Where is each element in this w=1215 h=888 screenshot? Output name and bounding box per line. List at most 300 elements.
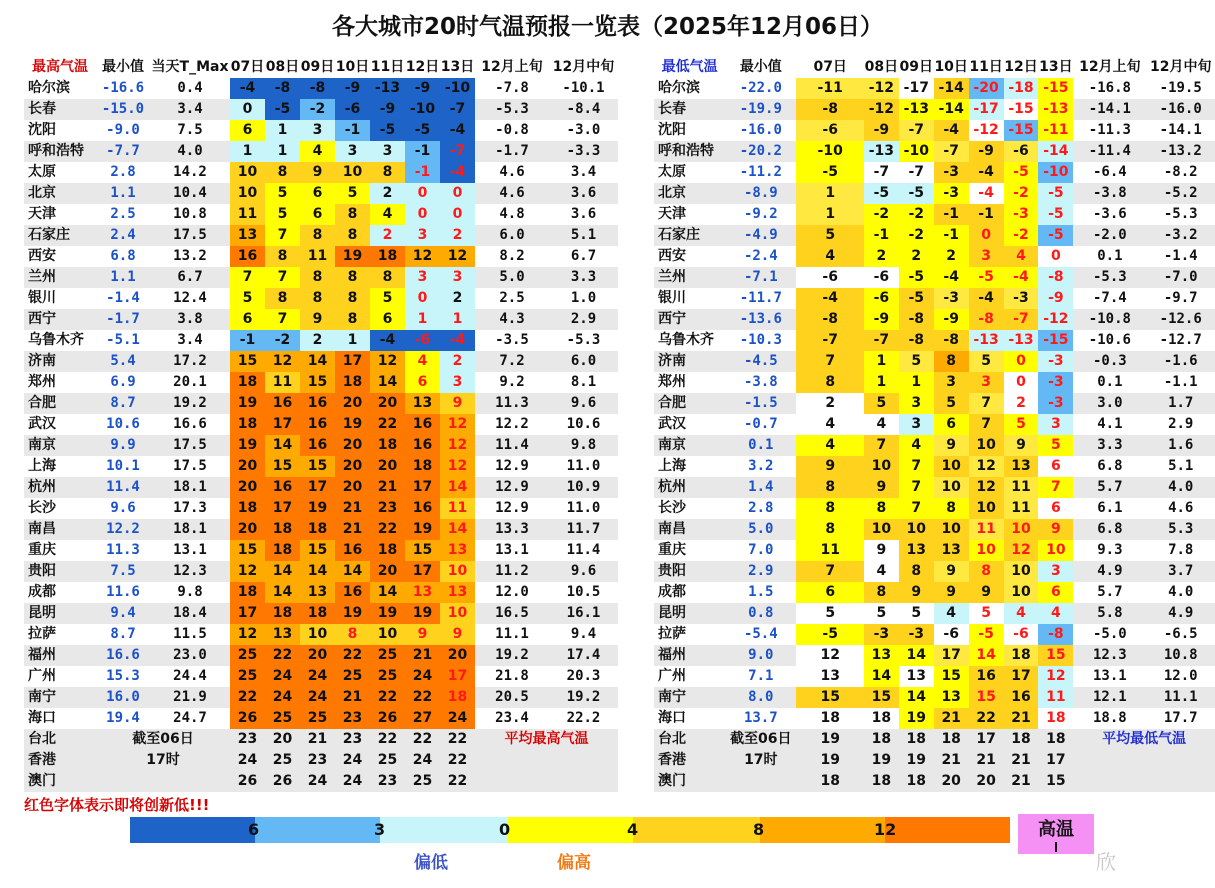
table-row bbox=[24, 645, 618, 666]
forecast-cell: 19 bbox=[230, 435, 265, 456]
forecast-cell: -11 bbox=[1038, 120, 1073, 141]
forecast-cell: -7 bbox=[864, 162, 899, 183]
forecast-cell: 12 bbox=[405, 246, 440, 267]
record-min: -8.9 bbox=[725, 183, 796, 204]
forecast-cell: 8 bbox=[370, 267, 405, 288]
city-name: 贵阳 bbox=[24, 561, 96, 582]
forecast-cell: 7 bbox=[796, 351, 864, 372]
forecast-cell: 0 bbox=[230, 99, 265, 120]
forecast-cell: 4 bbox=[796, 414, 864, 435]
today-max: 13.1 bbox=[150, 540, 230, 561]
forecast-cell: -5 bbox=[1038, 204, 1073, 225]
forecast-cell: 11 bbox=[300, 246, 335, 267]
legend-tick: 6 bbox=[248, 820, 260, 839]
obs-value: 26 bbox=[230, 771, 265, 792]
forecast-cell: 6 bbox=[300, 183, 335, 204]
today-max: 18.1 bbox=[150, 477, 230, 498]
forecast-cell: -5 bbox=[796, 162, 864, 183]
forecast-cell: 6 bbox=[230, 309, 265, 330]
color-scale-legend bbox=[130, 817, 1010, 843]
forecast-cell: 12 bbox=[440, 456, 475, 477]
forecast-cell: -17 bbox=[899, 78, 934, 99]
forecast-cell: 12 bbox=[265, 351, 300, 372]
forecast-cell: 8 bbox=[796, 477, 864, 498]
forecast-cell: 4 bbox=[1004, 603, 1039, 624]
forecast-cell: 8 bbox=[969, 561, 1004, 582]
early-month-avg: 16.5 bbox=[475, 603, 549, 624]
forecast-cell: 12 bbox=[969, 477, 1004, 498]
mid-month-avg: -3.3 bbox=[549, 141, 618, 162]
forecast-cell: 14 bbox=[969, 645, 1004, 666]
early-month-avg: -7.4 bbox=[1073, 288, 1146, 309]
obs-value: 19 bbox=[899, 750, 934, 771]
today-max: 14.2 bbox=[150, 162, 230, 183]
forecast-cell: -15 bbox=[1004, 120, 1039, 141]
forecast-cell: -8 bbox=[934, 330, 969, 351]
early-month-avg: -16.8 bbox=[1073, 78, 1146, 99]
forecast-cell: 14 bbox=[300, 561, 335, 582]
forecast-cell: 18 bbox=[265, 603, 300, 624]
column-header: 12月上旬 bbox=[481, 59, 543, 75]
forecast-cell: 7 bbox=[969, 393, 1004, 414]
forecast-cell: 14 bbox=[899, 687, 934, 708]
forecast-cell: 19 bbox=[370, 603, 405, 624]
today-max: 3.8 bbox=[150, 309, 230, 330]
early-month-avg: 8.2 bbox=[475, 246, 549, 267]
early-month-avg: 6.0 bbox=[475, 225, 549, 246]
forecast-cell: 10 bbox=[969, 498, 1004, 519]
forecast-cell: 3 bbox=[300, 120, 335, 141]
forecast-cell: 2 bbox=[370, 225, 405, 246]
record-min: -10.3 bbox=[725, 330, 796, 351]
forecast-cell: 18 bbox=[230, 372, 265, 393]
page-title: 各大城市20时气温预报一览表（2025年12月06日） bbox=[331, 14, 884, 40]
city-name: 郑州 bbox=[654, 372, 725, 393]
obs-value: 22 bbox=[440, 771, 475, 792]
forecast-cell: 12 bbox=[230, 624, 265, 645]
forecast-cell: 22 bbox=[370, 687, 405, 708]
obs-value: 21 bbox=[934, 750, 969, 771]
forecast-cell: -14 bbox=[1038, 141, 1073, 162]
forecast-cell: 1 bbox=[265, 120, 300, 141]
forecast-cell: 1 bbox=[405, 309, 440, 330]
obs-value: 23 bbox=[370, 771, 405, 792]
forecast-cell: 14 bbox=[864, 666, 899, 687]
forecast-cell: 11 bbox=[969, 519, 1004, 540]
record-min: 19.4 bbox=[96, 708, 150, 729]
early-month-avg: -0.3 bbox=[1073, 351, 1146, 372]
forecast-cell: 11 bbox=[796, 540, 864, 561]
mid-month-avg: 7.8 bbox=[1146, 540, 1215, 561]
forecast-cell: 3 bbox=[969, 246, 1004, 267]
forecast-cell: 11 bbox=[440, 498, 475, 519]
mid-month-avg: -1.6 bbox=[1146, 351, 1215, 372]
forecast-cell: 10 bbox=[934, 519, 969, 540]
avg-label bbox=[1073, 750, 1215, 771]
forecast-cell: -1 bbox=[230, 330, 265, 351]
today-max: 4.0 bbox=[150, 141, 230, 162]
forecast-cell: 16 bbox=[265, 393, 300, 414]
forecast-cell: 8 bbox=[265, 246, 300, 267]
legend-gold bbox=[633, 817, 760, 843]
mid-month-avg: 17.7 bbox=[1146, 708, 1215, 729]
forecast-cell: 20 bbox=[335, 477, 370, 498]
city-name: 石家庄 bbox=[24, 225, 96, 246]
today-max: 6.7 bbox=[150, 267, 230, 288]
early-month-avg: 4.8 bbox=[475, 204, 549, 225]
mid-month-avg: -8.2 bbox=[1146, 162, 1215, 183]
forecast-cell: 2 bbox=[1004, 393, 1039, 414]
forecast-cell: -8 bbox=[1038, 267, 1073, 288]
forecast-cell: 18 bbox=[864, 708, 899, 729]
avg-label bbox=[475, 750, 618, 771]
record-min: -11.7 bbox=[725, 288, 796, 309]
obs-value: 21 bbox=[1004, 750, 1039, 771]
obs-value: 19 bbox=[796, 750, 864, 771]
forecast-cell: 17 bbox=[934, 645, 969, 666]
forecast-cell: 3 bbox=[370, 141, 405, 162]
forecast-cell: 19 bbox=[335, 603, 370, 624]
forecast-cell: 10 bbox=[440, 603, 475, 624]
early-month-avg: 6.8 bbox=[1073, 519, 1146, 540]
forecast-cell: 25 bbox=[300, 708, 335, 729]
forecast-cell: 20 bbox=[300, 645, 335, 666]
forecast-cell: 8 bbox=[934, 498, 969, 519]
city-name: 北京 bbox=[24, 183, 96, 204]
table-row bbox=[654, 561, 1215, 582]
forecast-cell: -18 bbox=[1004, 78, 1039, 99]
forecast-cell: 8 bbox=[934, 351, 969, 372]
today-max: 18.4 bbox=[150, 603, 230, 624]
obs-value: 17 bbox=[969, 729, 1004, 750]
forecast-cell: 12 bbox=[370, 351, 405, 372]
forecast-cell: -8 bbox=[899, 330, 934, 351]
table-row bbox=[654, 99, 1215, 120]
forecast-cell: -2 bbox=[899, 225, 934, 246]
table-row bbox=[24, 771, 618, 792]
forecast-cell: -13 bbox=[370, 78, 405, 99]
city-name: 台北 bbox=[24, 729, 96, 750]
forecast-cell: 7 bbox=[899, 456, 934, 477]
mid-month-avg: -10.1 bbox=[549, 78, 618, 99]
obs-value: 21 bbox=[1004, 771, 1039, 792]
max-title-label: 最高气温 bbox=[32, 59, 88, 75]
forecast-cell: -6 bbox=[335, 99, 370, 120]
today-max: 19.2 bbox=[150, 393, 230, 414]
city-name: 昆明 bbox=[654, 603, 725, 624]
forecast-cell: 10 bbox=[864, 456, 899, 477]
obs-value: 20 bbox=[969, 771, 1004, 792]
forecast-cell: 7 bbox=[265, 225, 300, 246]
mid-month-avg: 20.3 bbox=[549, 666, 618, 687]
forecast-cell: 4 bbox=[405, 351, 440, 372]
record-min: 7.1 bbox=[725, 666, 796, 687]
forecast-cell: -9 bbox=[370, 99, 405, 120]
forecast-cell: -5 bbox=[899, 267, 934, 288]
city-name: 太原 bbox=[24, 162, 96, 183]
forecast-cell: -9 bbox=[405, 78, 440, 99]
table-row bbox=[654, 372, 1215, 393]
record-min: -3.8 bbox=[725, 372, 796, 393]
forecast-cell: 24 bbox=[300, 666, 335, 687]
forecast-cell: 5 bbox=[796, 225, 864, 246]
forecast-cell: 15 bbox=[300, 540, 335, 561]
record-min: 11.3 bbox=[96, 540, 150, 561]
early-month-avg: 19.2 bbox=[475, 645, 549, 666]
city-name: 北京 bbox=[654, 183, 725, 204]
mid-month-avg: 5.3 bbox=[1146, 519, 1215, 540]
forecast-cell: 17 bbox=[335, 351, 370, 372]
record-min: 1.5 bbox=[725, 582, 796, 603]
city-name: 福州 bbox=[24, 645, 96, 666]
obs-value: 15 bbox=[1038, 771, 1073, 792]
forecast-cell: -2 bbox=[1004, 183, 1039, 204]
table-row bbox=[24, 225, 618, 246]
table-row bbox=[654, 78, 1215, 99]
forecast-cell: 20 bbox=[230, 519, 265, 540]
city-name: 武汉 bbox=[654, 414, 725, 435]
avg-label bbox=[1073, 771, 1215, 792]
forecast-cell: 20 bbox=[335, 393, 370, 414]
forecast-cell: 16 bbox=[265, 477, 300, 498]
record-min: -9.2 bbox=[725, 204, 796, 225]
forecast-cell: 13 bbox=[440, 540, 475, 561]
obs-value: 24 bbox=[335, 771, 370, 792]
forecast-cell: 18 bbox=[405, 456, 440, 477]
forecast-cell: 8 bbox=[335, 225, 370, 246]
mid-month-avg: 4.6 bbox=[1146, 498, 1215, 519]
forecast-cell: 8 bbox=[265, 162, 300, 183]
forecast-cell: -5 bbox=[864, 183, 899, 204]
forecast-cell: 17 bbox=[405, 561, 440, 582]
forecast-cell: 21 bbox=[335, 498, 370, 519]
mid-month-avg: -3.0 bbox=[549, 120, 618, 141]
city-name: 银川 bbox=[654, 288, 725, 309]
mid-month-avg: -8.4 bbox=[549, 99, 618, 120]
forecast-cell: 0 bbox=[405, 183, 440, 204]
record-min: -19.9 bbox=[725, 99, 796, 120]
table-row bbox=[654, 162, 1215, 183]
forecast-cell: 4 bbox=[864, 561, 899, 582]
mid-month-avg: 3.6 bbox=[549, 183, 618, 204]
forecast-cell: -15 bbox=[1038, 330, 1073, 351]
city-name: 上海 bbox=[24, 456, 96, 477]
forecast-cell: 8 bbox=[796, 372, 864, 393]
mid-month-avg: 9.8 bbox=[549, 435, 618, 456]
forecast-cell: -8 bbox=[969, 309, 1004, 330]
forecast-cell: 25 bbox=[335, 666, 370, 687]
forecast-cell: 23 bbox=[370, 498, 405, 519]
forecast-cell: 16 bbox=[335, 582, 370, 603]
table-row bbox=[24, 393, 618, 414]
forecast-cell: 10 bbox=[1038, 540, 1073, 561]
forecast-cell: -1 bbox=[969, 204, 1004, 225]
obs-value: 25 bbox=[265, 750, 300, 771]
mid-month-avg: 3.3 bbox=[549, 267, 618, 288]
table-row bbox=[24, 456, 618, 477]
max-temp-table bbox=[24, 57, 618, 792]
forecast-cell: -3 bbox=[1004, 288, 1039, 309]
record-min: 9.0 bbox=[725, 645, 796, 666]
early-month-avg: 6.1 bbox=[1073, 498, 1146, 519]
forecast-cell: -4 bbox=[796, 288, 864, 309]
forecast-cell: 3 bbox=[1038, 561, 1073, 582]
forecast-cell: 15 bbox=[265, 456, 300, 477]
table-row bbox=[654, 645, 1215, 666]
early-month-avg: 9.3 bbox=[1073, 540, 1146, 561]
forecast-cell: 10 bbox=[969, 540, 1004, 561]
forecast-cell: 11 bbox=[1038, 687, 1073, 708]
forecast-cell: 13 bbox=[796, 666, 864, 687]
city-name: 长春 bbox=[654, 99, 725, 120]
mid-month-avg: 6.7 bbox=[549, 246, 618, 267]
forecast-cell: 15 bbox=[300, 372, 335, 393]
forecast-cell: 25 bbox=[370, 666, 405, 687]
forecast-cell: 15 bbox=[969, 687, 1004, 708]
forecast-cell: 27 bbox=[405, 708, 440, 729]
record-min: 7.5 bbox=[96, 561, 150, 582]
obs-value: 23 bbox=[335, 729, 370, 750]
table-row bbox=[654, 414, 1215, 435]
forecast-cell: -7 bbox=[864, 330, 899, 351]
forecast-cell: -13 bbox=[1038, 99, 1073, 120]
forecast-cell: -9 bbox=[969, 141, 1004, 162]
forecast-cell: -3 bbox=[934, 288, 969, 309]
forecast-cell: 21 bbox=[405, 645, 440, 666]
city-name: 西安 bbox=[654, 246, 725, 267]
forecast-cell: 0 bbox=[440, 204, 475, 225]
mid-month-avg: 1.7 bbox=[1146, 393, 1215, 414]
forecast-cell: 10 bbox=[1004, 519, 1039, 540]
forecast-cell: 9 bbox=[1004, 435, 1039, 456]
forecast-cell: 1 bbox=[899, 372, 934, 393]
forecast-cell: -8 bbox=[899, 309, 934, 330]
early-month-avg: -14.1 bbox=[1073, 99, 1146, 120]
city-name: 香港 bbox=[654, 750, 725, 771]
forecast-cell: 9 bbox=[864, 477, 899, 498]
mid-month-avg: 22.2 bbox=[549, 708, 618, 729]
forecast-cell: 11 bbox=[1004, 477, 1039, 498]
table-row bbox=[654, 120, 1215, 141]
obs-value: 22 bbox=[370, 729, 405, 750]
forecast-cell: -5 bbox=[405, 120, 440, 141]
forecast-cell: 5 bbox=[796, 603, 864, 624]
city-name: 合肥 bbox=[24, 393, 96, 414]
forecast-cell: 0 bbox=[1004, 351, 1039, 372]
mid-month-avg: -14.1 bbox=[1146, 120, 1215, 141]
early-month-avg: 5.8 bbox=[1073, 603, 1146, 624]
forecast-cell: -13 bbox=[969, 330, 1004, 351]
forecast-cell: 18 bbox=[335, 372, 370, 393]
early-month-avg: 20.5 bbox=[475, 687, 549, 708]
today-max: 24.7 bbox=[150, 708, 230, 729]
forecast-cell: 19 bbox=[405, 519, 440, 540]
table-row bbox=[24, 687, 618, 708]
city-name: 西宁 bbox=[24, 309, 96, 330]
forecast-cell: 16 bbox=[969, 666, 1004, 687]
forecast-cell: 4 bbox=[934, 603, 969, 624]
forecast-cell: 5 bbox=[335, 183, 370, 204]
mid-month-avg: 1.0 bbox=[549, 288, 618, 309]
early-month-avg: -2.0 bbox=[1073, 225, 1146, 246]
forecast-cell: 22 bbox=[370, 519, 405, 540]
city-name: 上海 bbox=[654, 456, 725, 477]
table-row bbox=[24, 78, 618, 99]
record-min: 13.7 bbox=[725, 708, 796, 729]
city-name: 贵阳 bbox=[654, 561, 725, 582]
record-min: 8.7 bbox=[96, 393, 150, 414]
forecast-cell: 13 bbox=[899, 666, 934, 687]
forecast-cell: -6 bbox=[864, 288, 899, 309]
table-row bbox=[24, 99, 618, 120]
legend-deep-blue bbox=[130, 817, 255, 843]
forecast-cell: -13 bbox=[864, 141, 899, 162]
record-min: -16.0 bbox=[725, 120, 796, 141]
forecast-cell: 0 bbox=[405, 288, 440, 309]
city-name: 济南 bbox=[654, 351, 725, 372]
forecast-cell: 12 bbox=[1038, 666, 1073, 687]
forecast-cell: 16 bbox=[230, 246, 265, 267]
today-max: 9.8 bbox=[150, 582, 230, 603]
city-name: 南昌 bbox=[24, 519, 96, 540]
forecast-cell: 25 bbox=[230, 666, 265, 687]
city-name: 武汉 bbox=[24, 414, 96, 435]
table-row bbox=[24, 330, 618, 351]
early-month-avg: -1.7 bbox=[475, 141, 549, 162]
mid-month-avg: -5.3 bbox=[1146, 204, 1215, 225]
forecast-cell: 18 bbox=[230, 498, 265, 519]
forecast-cell: 5 bbox=[265, 204, 300, 225]
forecast-cell: 15 bbox=[230, 351, 265, 372]
table-row bbox=[24, 267, 618, 288]
forecast-cell: -13 bbox=[1004, 330, 1039, 351]
record-min: 2.8 bbox=[725, 498, 796, 519]
column-header: 13日 bbox=[440, 59, 475, 75]
forecast-cell: 3 bbox=[405, 267, 440, 288]
early-month-avg: -3.6 bbox=[1073, 204, 1146, 225]
forecast-cell: 18 bbox=[265, 540, 300, 561]
forecast-cell: 20 bbox=[230, 456, 265, 477]
early-month-avg: -3.5 bbox=[475, 330, 549, 351]
forecast-cell: 7 bbox=[1038, 477, 1073, 498]
table-row bbox=[24, 561, 618, 582]
mid-month-avg: -5.3 bbox=[549, 330, 618, 351]
record-min: 1.4 bbox=[725, 477, 796, 498]
forecast-cell: -3 bbox=[1038, 393, 1073, 414]
table-row bbox=[24, 435, 618, 456]
mid-month-avg: 6.0 bbox=[549, 351, 618, 372]
forecast-cell: 20 bbox=[335, 435, 370, 456]
forecast-cell: 18 bbox=[440, 687, 475, 708]
mid-month-avg: 11.4 bbox=[549, 540, 618, 561]
early-month-avg: 13.3 bbox=[475, 519, 549, 540]
early-month-avg: 3.3 bbox=[1073, 435, 1146, 456]
forecast-cell: 13 bbox=[230, 225, 265, 246]
forecast-cell: 10 bbox=[969, 435, 1004, 456]
forecast-cell: 24 bbox=[265, 666, 300, 687]
legend-dark-orange bbox=[885, 817, 1010, 843]
obs-value: 20 bbox=[934, 771, 969, 792]
table-row bbox=[24, 519, 618, 540]
avg-label: 平均最低气温 bbox=[1073, 729, 1215, 750]
forecast-cell: -10 bbox=[405, 99, 440, 120]
forecast-cell: 18 bbox=[370, 435, 405, 456]
forecast-cell: 9 bbox=[899, 582, 934, 603]
early-month-avg: 11.3 bbox=[475, 393, 549, 414]
forecast-cell: 5 bbox=[864, 603, 899, 624]
table-row bbox=[24, 309, 618, 330]
mid-month-avg: 10.9 bbox=[549, 477, 618, 498]
